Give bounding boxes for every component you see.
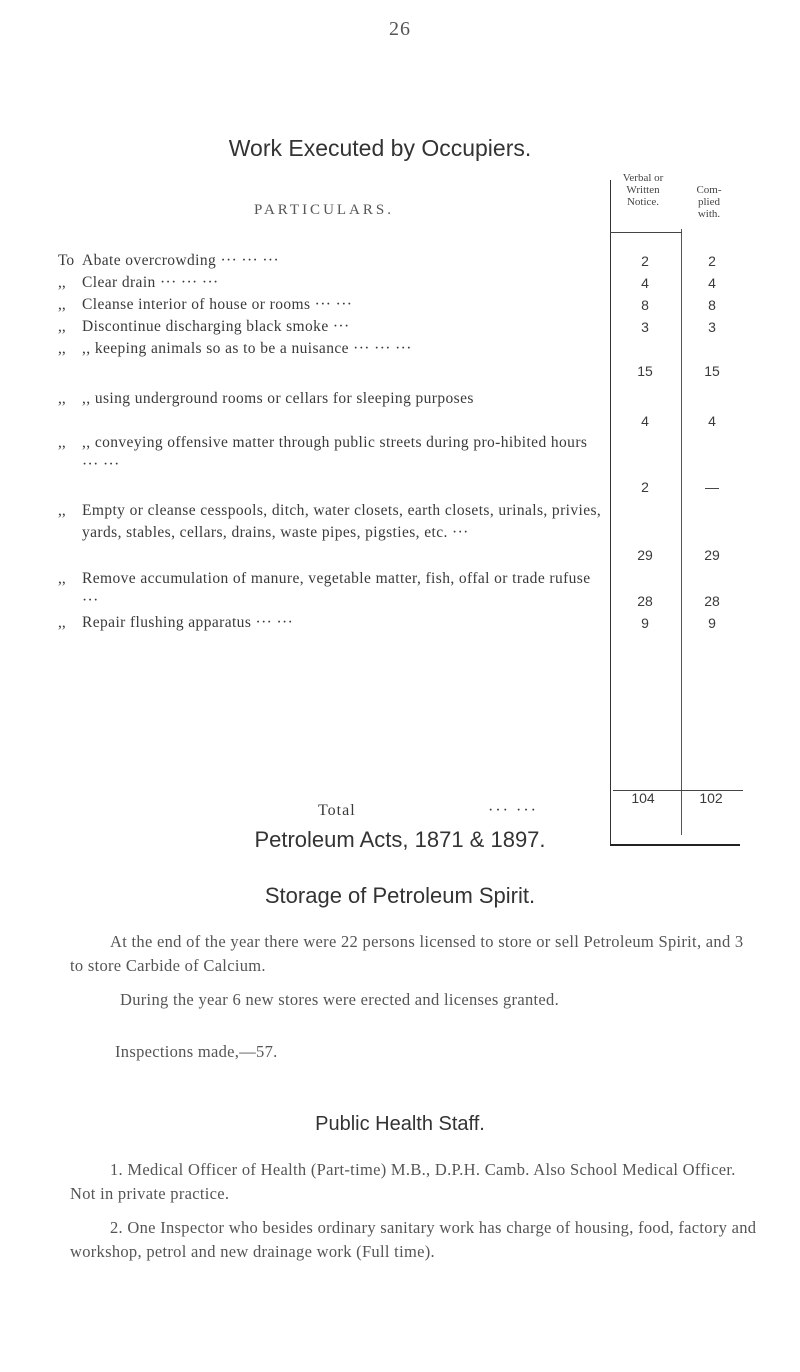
row-verbal: 4 (641, 275, 649, 291)
page-number: 26 (389, 18, 411, 40)
row-text: Abate overcrowding ··· ··· ··· (82, 252, 280, 269)
row-text: Cleanse interior of house or rooms ··· ··· (82, 296, 353, 313)
row-verbal: 9 (641, 615, 649, 631)
row-prefix: ,, (58, 274, 66, 291)
row-text: Remove accumulation of manure, vegetable matter, fish, offal or trade rufuse ··· (82, 570, 591, 609)
row-prefix: ,, (58, 340, 66, 357)
row-complied: 8 (708, 297, 716, 313)
row-text: Clear drain ··· ··· ··· (82, 274, 219, 291)
row-prefix: ,, (58, 502, 66, 519)
row-text: Discontinue discharging black smoke ··· (82, 318, 350, 335)
storage-subtitle: Storage of Petroleum Spirit. (264, 883, 536, 908)
row-verbal: 4 (641, 413, 649, 429)
row-text: Empty or cleanse cesspools, ditch, water closets, earth closets, urinals, privies, yards, stables, cellars, drains, waste pipes, pigsties, etc. ··· (82, 502, 602, 541)
table-left-rule (610, 180, 611, 846)
row-complied: 3 (708, 319, 716, 335)
staff-item-medical-officer: 1. Medical Officer of Health (Part-time) M.B., D.P.H. Camb. Also School Medical Officer. Not in private practice. (70, 1160, 736, 1203)
row-text: Repair flushing apparatus ··· ··· (82, 614, 294, 631)
header-rule (610, 232, 682, 233)
row-verbal: 2 (641, 479, 649, 495)
row-complied: 2 (708, 253, 716, 269)
row-verbal: 29 (637, 547, 653, 563)
row-complied: 29 (704, 547, 720, 563)
petroleum-title: Petroleum Acts, 1871 & 1897. (254, 827, 546, 852)
row-verbal: 2 (641, 253, 649, 269)
row-complied: 15 (704, 363, 720, 379)
row-prefix: ,, (58, 318, 66, 335)
row-prefix: ,, (58, 434, 66, 451)
row-text: ,, using underground rooms or cellars for sleeping purposes (82, 390, 474, 407)
particulars-heading: PARTICULARS. (254, 202, 394, 218)
row-prefix: ,, (58, 390, 66, 407)
row-text: ,, conveying offensive matter through public streets during pro-hibited hours ··· ··· (82, 434, 588, 473)
work-section-title: Work Executed by Occupiers. (228, 135, 532, 161)
col-header-complied: Com- plied with. (696, 184, 722, 220)
row-complied: 4 (708, 275, 716, 291)
row-complied: 28 (704, 593, 720, 609)
staff-item-inspector: 2. One Inspector who besides ordinary sanitary work has charge of housing, food, factory and workshop, petrol and new drainage work (Full time). (70, 1218, 757, 1261)
petroleum-paragraph-licensed: At the end of the year there were 22 persons licensed to store or sell Petroleum Spirit, and 3 to store Carbide of Calcium. (70, 932, 744, 975)
row-prefix: ,, (58, 614, 66, 631)
petroleum-paragraph-inspections: Inspections made,—57. (115, 1042, 278, 1061)
row-verbal: 3 (641, 319, 649, 335)
total-verbal: 104 (631, 790, 655, 806)
total-dots: ··· ··· (488, 802, 538, 819)
row-complied: 4 (708, 413, 716, 429)
total-label: Total (318, 802, 356, 819)
row-prefix: ,, (58, 570, 66, 587)
col-header-verbal: Verbal or Written Notice. (622, 172, 664, 208)
total-complied: 102 (699, 790, 723, 806)
row-verbal: 8 (641, 297, 649, 313)
row-verbal: 15 (637, 363, 653, 379)
row-prefix: To (58, 252, 75, 269)
row-text: ,, keeping animals so as to be a nuisance ··· ··· ··· (82, 340, 412, 357)
work-table (58, 172, 758, 819)
row-complied: 9 (708, 615, 716, 631)
petroleum-paragraph-new-stores: During the year 6 new stores were erected and licenses granted. (120, 990, 560, 1009)
table-mid-rule (681, 229, 682, 835)
row-prefix: ,, (58, 296, 66, 313)
row-complied: — (705, 479, 719, 495)
staff-title: Public Health Staff. (315, 1113, 485, 1135)
row-verbal: 28 (637, 593, 653, 609)
